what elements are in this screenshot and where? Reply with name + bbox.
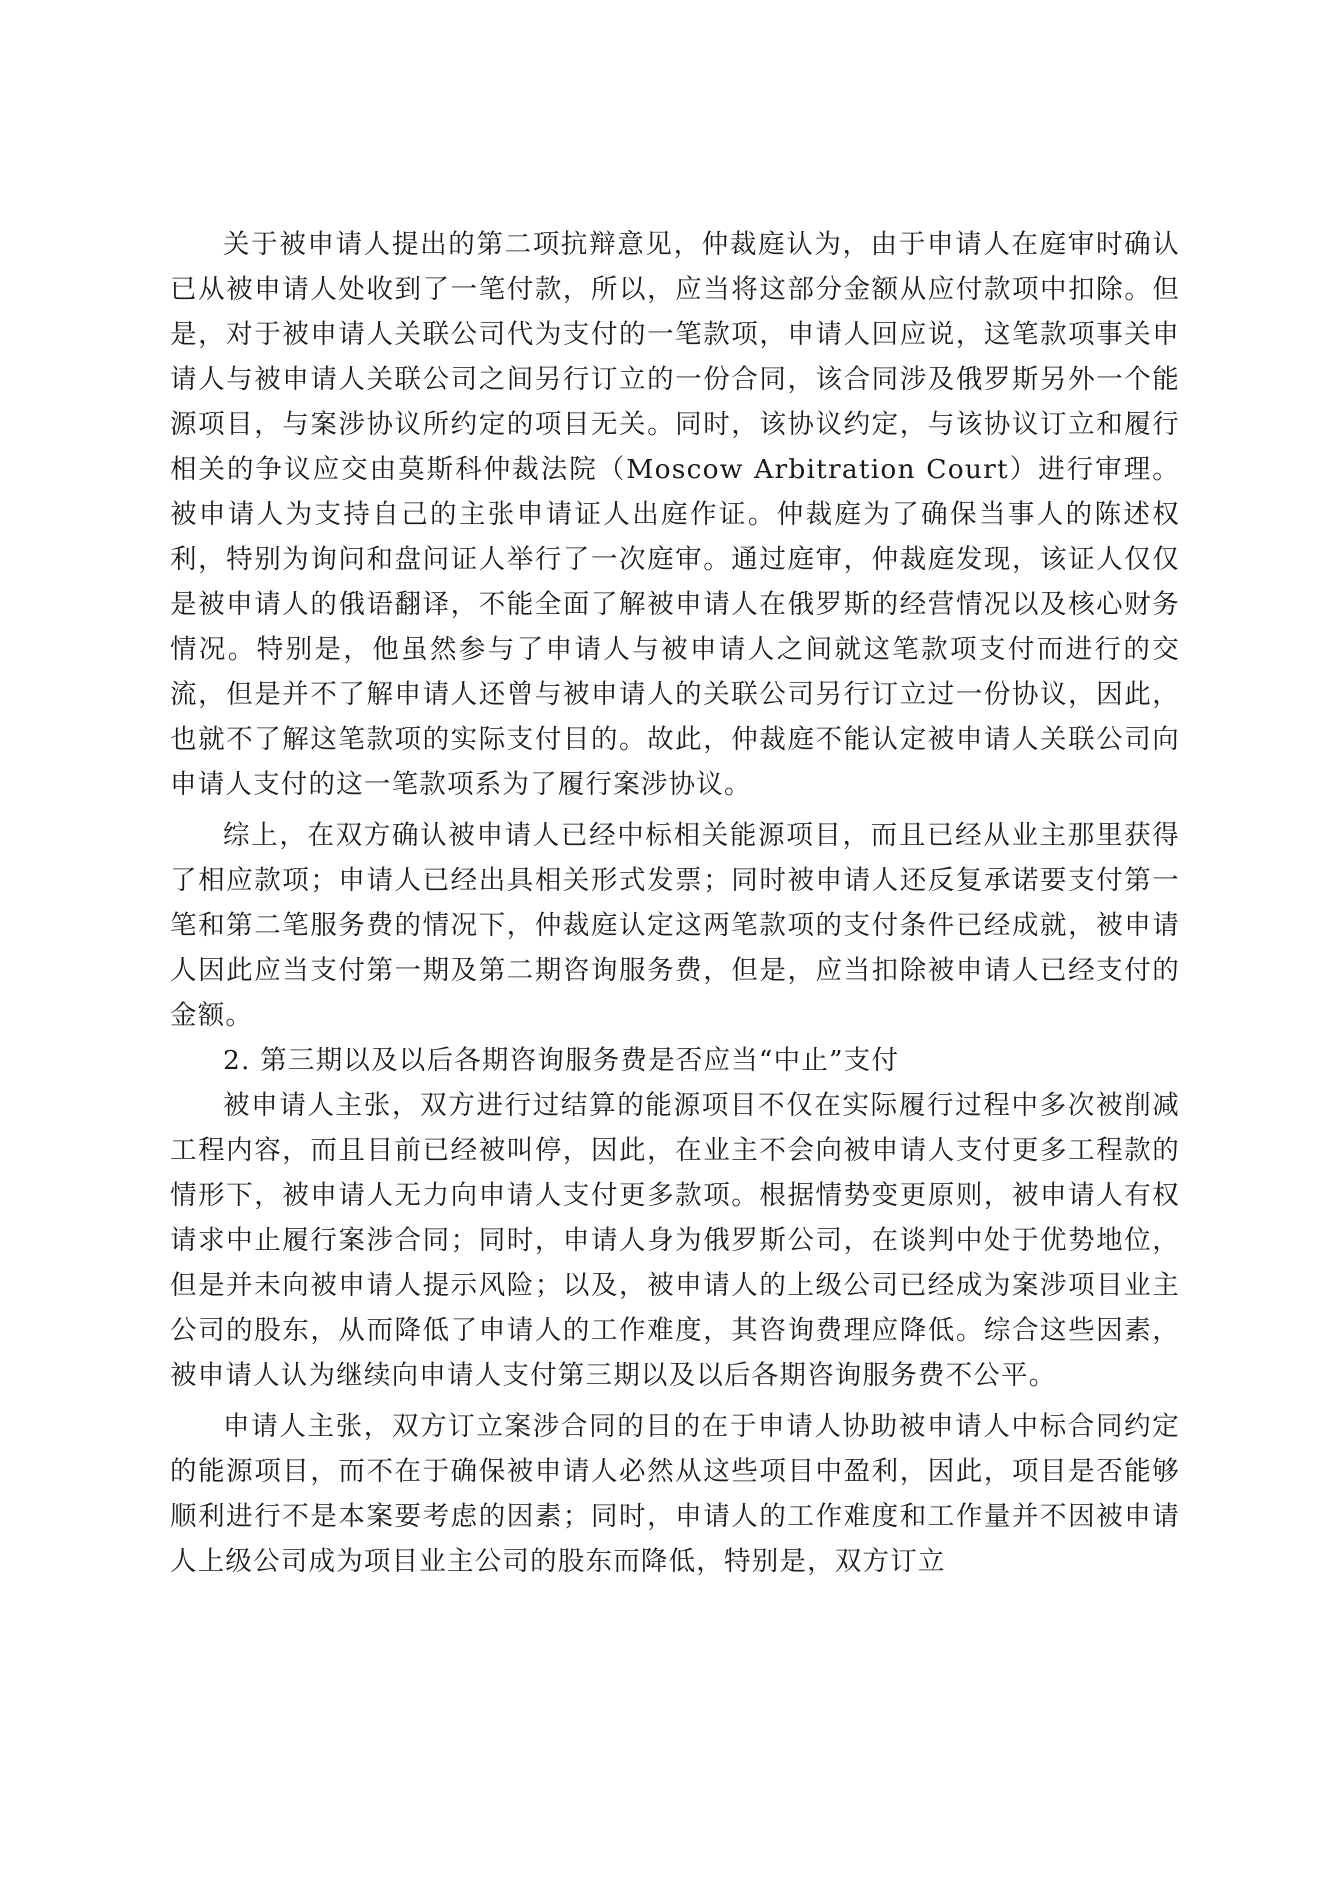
paragraph-second-defense: 关于被申请人提出的第二项抗辩意见，仲裁庭认为，由于申请人在庭审时确认已从被申请人处收到了一笔付款，所以，应当将这部分金额从应付款项中扣除。但是，对于被申请人关联公司代为支付的一笔款项，申请人回应说，这笔款项事关申请人与被申请人关联公司之间另行订立的一份合同，该合同涉及俄罗斯另外一个能源项目，与案涉协议所约定的项目无关。同时，该协议约定，与该协议订立和履行相关的争议应交由莫斯科仲裁法院（Moscow Arbitration Court）进行审理。被申请人为支持自己的主张申请证人出庭作证。仲裁庭为了确保当事人的陈述权利，特别为询问和盘问证人举行了一次庭审。通过庭审，仲裁庭发现，该证人仅仅是被申请人的俄语翻译，不能全面了解被申请人在俄罗斯的经营情况以及核心财务情况。特别是，他虽然参与了申请人与被申请人之间就这笔款项支付而进行的交流，但是并不了解申请人还曾与被申请人的关联公司另行订立过一份协议，因此，也就不了解这笔款项的实际支付目的。故此，仲裁庭不能认定被申请人关联公司向申请人支付的这一笔款项系为了履行案涉协议。 xyxy=(170,229,1180,800)
paragraph-summary: 综上，在双方确认被申请人已经中标相关能源项目，而且已经从业主那里获得了相应款项；申请人已经出具相关形式发票；同时被申请人还反复承诺要支付第一笔和第二笔服务费的情况下，仲裁庭认定这两笔款项的支付条件已经成就，被申请人因此应当支付第一期及第二期咨询服务费，但是，应当扣除被申请人已经支付的金额。 xyxy=(170,820,1180,1031)
paragraph-respondent-claim: 被申请人主张，双方进行过结算的能源项目不仅在实际履行过程中多次被削减工程内容，而且目前已经被叫停，因此，在业主不会向被申请人支付更多工程款的情形下，被申请人无力向申请人支付更多款项。根据情势变更原则，被申请人有权请求中止履行案涉合同；同时，申请人身为俄罗斯公司，在谈判中处于优势地位，但是并未向被申请人提示风险；以及，被申请人的上级公司已经成为案涉项目业主公司的股东，从而降低了申请人的工作难度，其咨询费理应降低。综合这些因素，被申请人认为继续向申请人支付第三期以及以后各期咨询服务费不公平。 xyxy=(170,1090,1180,1391)
paragraph-claimant-claim: 申请人主张，双方订立案涉合同的目的在于申请人协助被申请人中标合同约定的能源项目，而不在于确保被申请人必然从这些项目中盈利，因此，项目是否能够顺利进行不是本案要考虑的因素；同时，申请人的工作难度和工作量并不因被申请人上级公司成为项目业主公司的股东而降低，特别是，双方订立 xyxy=(170,1411,1180,1577)
document-body xyxy=(170,222,1180,1584)
section-heading: 2. 第三期以及以后各期咨询服务费是否应当“中止”支付 xyxy=(223,1045,900,1076)
